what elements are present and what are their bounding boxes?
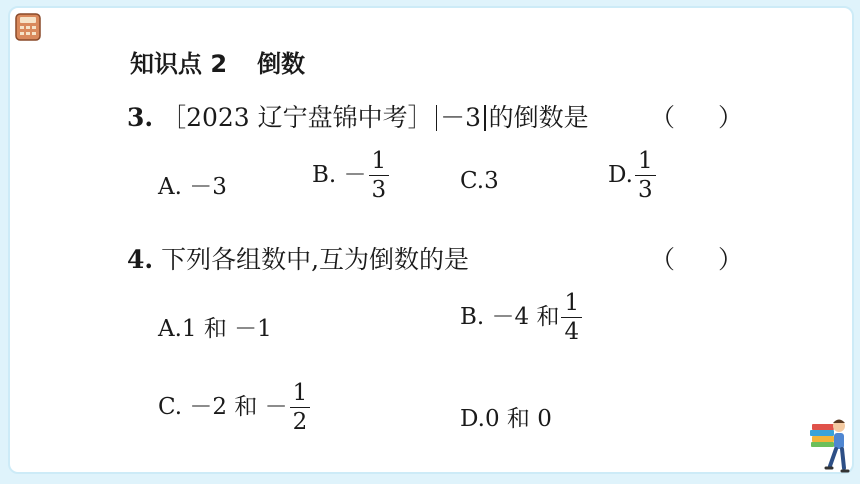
q3-option-c[interactable] (460, 168, 499, 194)
q3-option-b-sign: － (343, 162, 367, 188)
q4-option-b-value: －4 和 (491, 304, 560, 330)
question-4-answer-paren-open: （ (650, 245, 676, 274)
question-3-text: 的倒数是 (488, 103, 589, 132)
q3-option-a[interactable] (158, 168, 227, 201)
q4-option-d[interactable] (460, 400, 552, 433)
question-3-answer-paren-open: （ (650, 103, 676, 132)
q4-option-c-label: C. (158, 394, 183, 420)
q4-option-c[interactable] (158, 382, 312, 434)
q4-option-c-denominator: 2 (292, 409, 308, 435)
q4-option-a-label: A. (158, 316, 182, 342)
q4-option-c-value: －2 和 － (189, 394, 288, 420)
q3-option-b-label: B. (312, 162, 337, 188)
q3-option-d-denominator: 3 (637, 177, 653, 203)
q3-option-c-label: C. (460, 168, 485, 194)
abs-bar-left (436, 105, 438, 131)
question-3-number: 3 (127, 103, 145, 132)
q3-option-c-value: 3 (484, 168, 499, 194)
section-title-prefix: 知识点 2 (130, 50, 228, 78)
question-3: 3. ［2023 辽宁盘锦中考］ －3 的倒数是 (127, 103, 589, 132)
q4-option-b-numerator: 1 (561, 292, 582, 318)
question-4-text: 下列各组数中,互为倒数的是 (161, 245, 470, 274)
q3-option-d-fraction (635, 150, 656, 202)
q4-option-b-denominator: 4 (564, 319, 580, 345)
q3-option-b-denominator: 3 (371, 177, 387, 203)
question-3-expr-value: －3 (440, 103, 482, 132)
q3-option-d[interactable] (608, 150, 658, 202)
q4-option-d-value: 0 和 0 (484, 406, 552, 432)
q4-option-b-fraction (561, 292, 582, 344)
question-4-number: 4 (127, 245, 145, 274)
q4-option-a-value: 1 和 －1 (181, 316, 272, 342)
q4-option-c-numerator: 1 (290, 382, 311, 408)
q3-option-d-label: D. (608, 162, 633, 188)
q3-option-a-value: －3 (189, 174, 227, 200)
abs-bar-right (484, 105, 486, 131)
q4-option-d-label: D. (460, 406, 485, 432)
q4-option-c-fraction (290, 382, 311, 434)
q3-option-b-fraction (369, 150, 390, 202)
q3-option-b[interactable] (312, 150, 391, 202)
question-4: 4. 下列各组数中,互为倒数的是 (127, 245, 470, 274)
q3-option-d-numerator: 1 (635, 150, 656, 176)
section-title-main: 倒数 (257, 50, 306, 78)
kid-carrying-books-icon (806, 414, 850, 476)
q3-option-b-numerator: 1 (369, 150, 390, 176)
question-3-answer-paren-close: ） (718, 103, 744, 132)
calculator-icon (14, 12, 42, 42)
q4-option-a[interactable] (158, 310, 272, 343)
q4-option-b-label: B. (460, 304, 485, 330)
question-3-source: ［2023 辽宁盘锦中考］ (161, 103, 433, 132)
q4-option-b[interactable] (460, 292, 584, 344)
question-4-answer-paren-close: ） (718, 245, 744, 274)
q3-option-a-label: A. (158, 174, 182, 200)
section-title (130, 44, 305, 79)
